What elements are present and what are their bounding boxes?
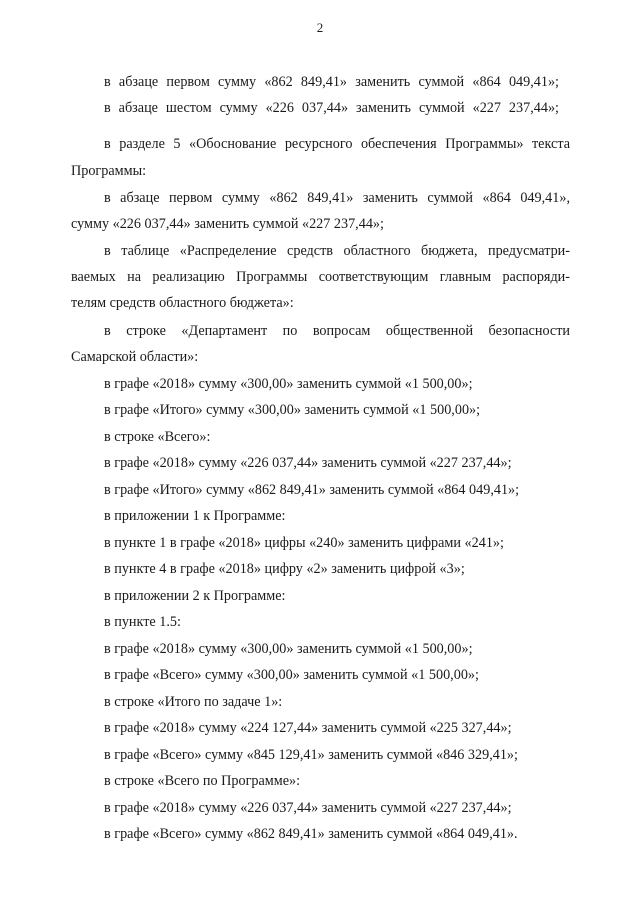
text-line: в приложении 2 к Программе: <box>104 588 286 604</box>
text-line: в графе «2018» сумму «226 037,44» заменить суммой «227 237,44»; <box>104 455 512 471</box>
text-line: в графе «2018» сумму «300,00» заменить суммой «1 500,00»; <box>104 641 473 657</box>
text-line: Самарской области»: <box>71 349 199 365</box>
text-line: в абзаце первом сумму «862 849,41» заменить суммой «864 049,41», <box>104 190 570 206</box>
text-line: в абзаце шестом сумму «226 037,44» заменить суммой «227 237,44»; <box>104 100 559 116</box>
text-line: в разделе 5 «Обоснование ресурсного обеспечения Программы» текста <box>104 136 570 152</box>
text-line: сумму «226 037,44» заменить суммой «227 237,44»; <box>71 216 384 232</box>
text-line: Программы: <box>71 163 147 179</box>
text-line: телям средств областного бюджета»: <box>71 295 294 311</box>
text-line: в строке «Всего по Программе»: <box>104 773 301 789</box>
text-line: в строке «Итого по задаче 1»: <box>104 694 283 710</box>
text-line: в графе «Итого» сумму «300,00» заменить суммой «1 500,00»; <box>104 402 481 418</box>
text-line: в строке «Департамент по вопросам общественной безопасности <box>104 323 570 339</box>
text-line: в графе «2018» сумму «224 127,44» заменить суммой «225 327,44»; <box>104 720 512 736</box>
text-line: в строке «Всего»: <box>104 429 211 445</box>
text-line: в таблице «Распределение средств областного бюджета, предусматри- <box>104 243 570 259</box>
text-line: ваемых на реализацию Программы соответствующим главным распоряди- <box>71 269 570 285</box>
text-line: в графе «Всего» сумму «862 849,41» заменить суммой «864 049,41». <box>104 826 518 842</box>
text-line: в графе «2018» сумму «300,00» заменить суммой «1 500,00»; <box>104 376 473 392</box>
text-line: в пункте 1.5: <box>104 614 181 630</box>
text-line: в пункте 4 в графе «2018» цифру «2» заменить цифрой «3»; <box>104 561 465 577</box>
text-line: в приложении 1 к Программе: <box>104 508 286 524</box>
text-line: в абзаце первом сумму «862 849,41» заменить суммой «864 049,41»; <box>104 74 559 90</box>
text-line: в графе «2018» сумму «226 037,44» заменить суммой «227 237,44»; <box>104 800 512 816</box>
text-line: в графе «Итого» сумму «862 849,41» заменить суммой «864 049,41»; <box>104 482 520 498</box>
page-number: 2 <box>316 20 324 35</box>
text-line: в графе «Всего» сумму «845 129,41» заменить суммой «846 329,41»; <box>104 747 518 763</box>
text-line: в пункте 1 в графе «2018» цифры «240» заменить цифрами «241»; <box>104 535 504 551</box>
text-line: в графе «Всего» сумму «300,00» заменить суммой «1 500,00»; <box>104 667 479 683</box>
